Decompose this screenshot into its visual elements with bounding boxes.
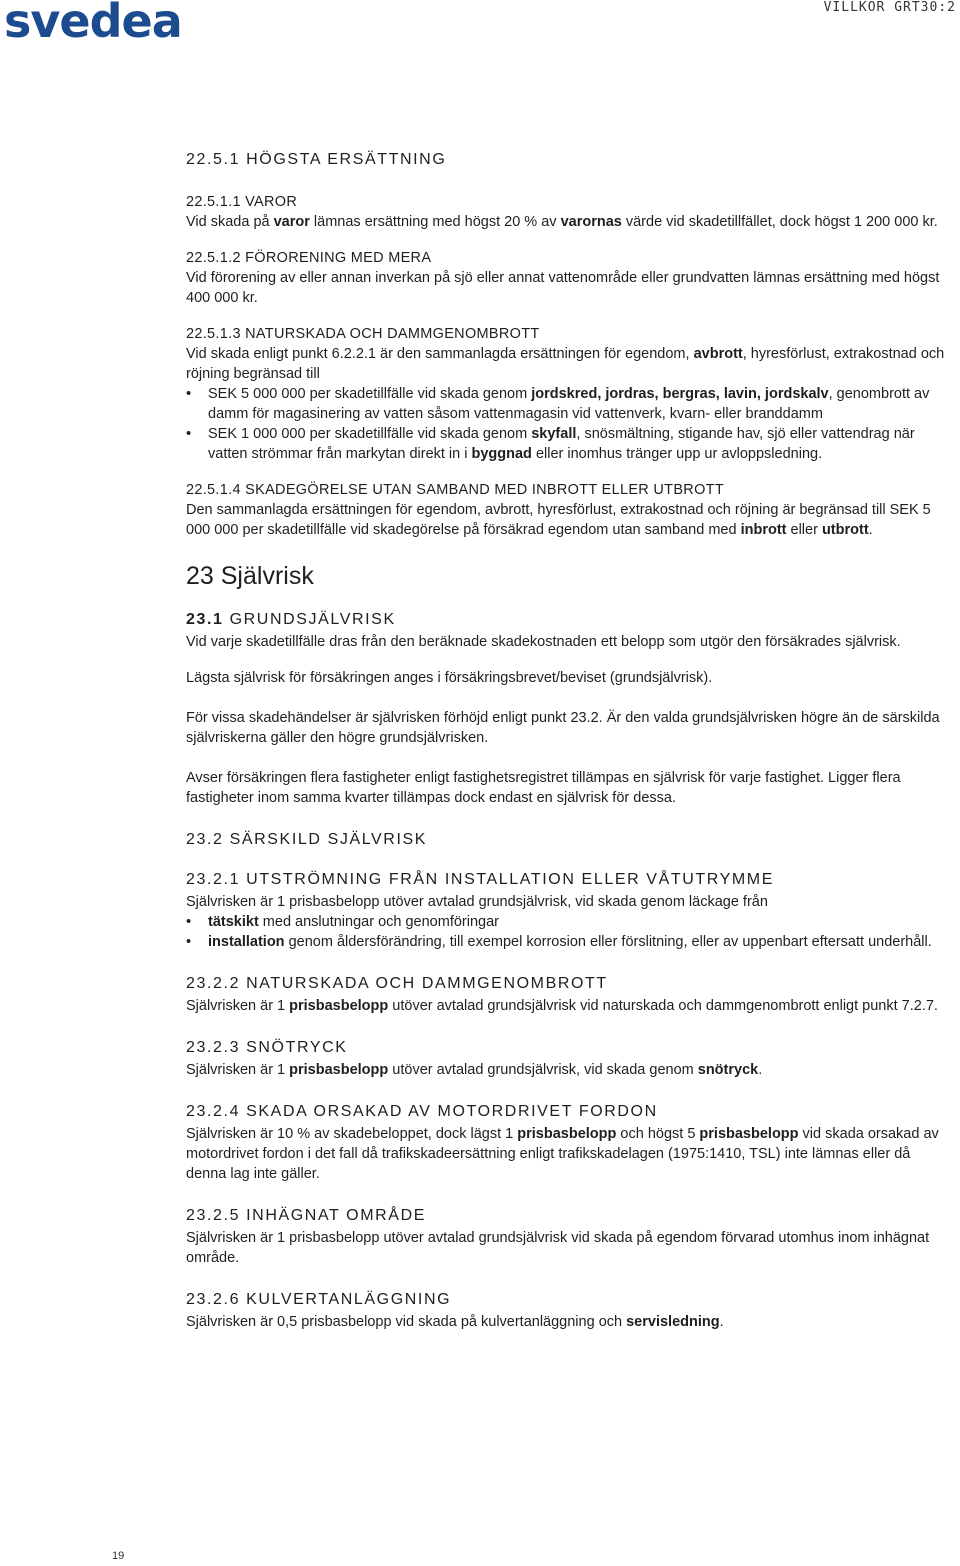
paragraph-23-2-2: Självrisken är 1 prisbasbelopp utöver avtalad grundsjälvrisk vid naturskada och dammgenombrott enligt punkt 7.2.7. <box>186 998 938 1014</box>
naturskada-list <box>186 384 948 464</box>
paragraph-23-2-5: Självrisken är 1 prisbasbelopp utöver avtalad grundsjälvrisk vid skada på egendom förvarad utomhus inom inhägnat område. <box>186 1230 930 1266</box>
list-item: • tätskikt med anslutningar och genomföringar <box>186 912 948 932</box>
heading-23-2-2: 23.2.2 NATURSKADA OCH DAMMGENOMBROTT <box>186 975 608 992</box>
heading-22-5-1-1: 22.5.1.1 VAROR <box>186 194 298 210</box>
page-number: 19 <box>112 1550 125 1562</box>
paragraph-23-1-c: För vissa skadehändelser är självrisken förhöjd enligt punkt 23.2. Är den valda grundsjälvrisken högre än de särskilda självriskerna gäller den högre grundsjälvrisken. <box>186 710 940 746</box>
heading-22-5-1-2: 22.5.1.2 FÖRORENING MED MERA <box>186 250 432 266</box>
utstromning-list <box>186 912 948 952</box>
heading-22-5-1-4: 22.5.1.4 SKADEGÖRELSE UTAN SAMBAND MED INBROTT ELLER UTBROTT <box>186 482 724 498</box>
paragraph-23-1-d: Avser försäkringen flera fastigheter enligt fastighetsregistret tillämpas en självrisk för varje fastighet. Ligger flera fastigheter inom samma kvarter tillämpas dock endast en självrisk för dessa. <box>186 770 901 806</box>
paragraph-23-2-6: Självrisken är 0,5 prisbasbelopp vid skada på kulvertanläggning och servisledning. <box>186 1314 724 1330</box>
list-item: • installation genom åldersförändring, till exempel korrosion eller förslitning, eller av uppenbart eftersatt underhåll. <box>186 932 948 952</box>
heading-23-2-5: 23.2.5 INHÄGNAT OMRÅDE <box>186 1207 426 1224</box>
heading-23-2-3: 23.2.3 SNÖTRYCK <box>186 1039 348 1056</box>
paragraph-23-1-a: Vid varje skadetillfälle dras från den beräknade skadekostnaden ett belopp som utgör den försäkrades självrisk. <box>186 634 901 650</box>
paragraph-naturskada: Vid skada enligt punkt 6.2.2.1 är den sammanlagda ersättningen för egendom, avbrott, hyresförlust, extrakostnad och röjning begränsad till <box>186 346 945 382</box>
paragraph-23-2-4: Självrisken är 10 % av skadebeloppet, dock lägst 1 prisbasbelopp och högst 5 prisbasbelopp vid skada orsakad av motordrivet fordon i det fall då trafikskadeersättning enligt trafikskadelagen (1975:1410, TSL) inte lämnas eller då denna lag inte gäller. <box>186 1126 939 1182</box>
paragraph-23-2-3: Självrisken är 1 prisbasbelopp utöver avtalad grundsjälvrisk, vid skada genom snötryck. <box>186 1062 763 1078</box>
paragraph-23-1-b: Lägsta självrisk för försäkringen anges i försäkringsbrevet/beviset (grundsjälvrisk). <box>186 670 713 686</box>
paragraph-varor: Vid skada på varor lämnas ersättning med högst 20 % av varornas värde vid skadetillfället, dock högst 1 200 000 kr. <box>186 214 938 230</box>
page-content <box>186 148 948 1332</box>
paragraph-skadegorelse: Den sammanlagda ersättningen för egendom, avbrott, hyresförlust, extrakostnad och röjning är begränsad till SEK 5 000 000 per skadetillfälle vid skadegörelse på försäkrad egendom utan samband med inbrott eller utbrott. <box>186 502 931 538</box>
svedea-logo: svedea <box>4 0 182 48</box>
paragraph-23-2-1: Självrisken är 1 prisbasbelopp utöver avtalad grundsjälvrisk, vid skada genom läckage från <box>186 894 768 910</box>
document-code: VILLKOR GRT30:2 <box>823 0 956 15</box>
heading-23-2-1: 23.2.1 UTSTRÖMNING FRÅN INSTALLATION ELLER VÅTUTRYMME <box>186 871 775 888</box>
list-item: • SEK 1 000 000 per skadetillfälle vid skada genom skyfall, snösmältning, stigande hav, sjö eller vattendrag när vatten strömmar från markytan direkt in i byggnad eller inomhus tränger upp ur avloppsledning. <box>186 424 948 464</box>
heading-23: 23 Självrisk <box>186 562 314 590</box>
heading-23-2: 23.2 SÄRSKILD SJÄLVRISK <box>186 831 428 848</box>
heading-23-2-6: 23.2.6 KULVERTANLÄGGNING <box>186 1291 452 1308</box>
heading-23-1: 23.1 GRUNDSJÄLVRISK <box>186 611 396 628</box>
heading-23-2-4: 23.2.4 SKADA ORSAKAD AV MOTORDRIVET FORDON <box>186 1103 658 1120</box>
list-item: • SEK 5 000 000 per skadetillfälle vid skada genom jordskred, jordras, bergras, lavin, jordskalv, genombrott av damm för magasinering av vatten såsom vattenmagasin vid vattenverk, kvarn- eller branddamm <box>186 384 948 424</box>
paragraph-fororening: Vid förorening av eller annan inverkan på sjö eller annat vattenområde eller grundvatten lämnas ersättning med högst 400 000 kr. <box>186 270 940 306</box>
heading-22-5-1-3: 22.5.1.3 NATURSKADA OCH DAMMGENOMBROTT <box>186 326 540 342</box>
heading-22-5-1: 22.5.1 HÖGSTA ERSÄTTNING <box>186 151 447 168</box>
